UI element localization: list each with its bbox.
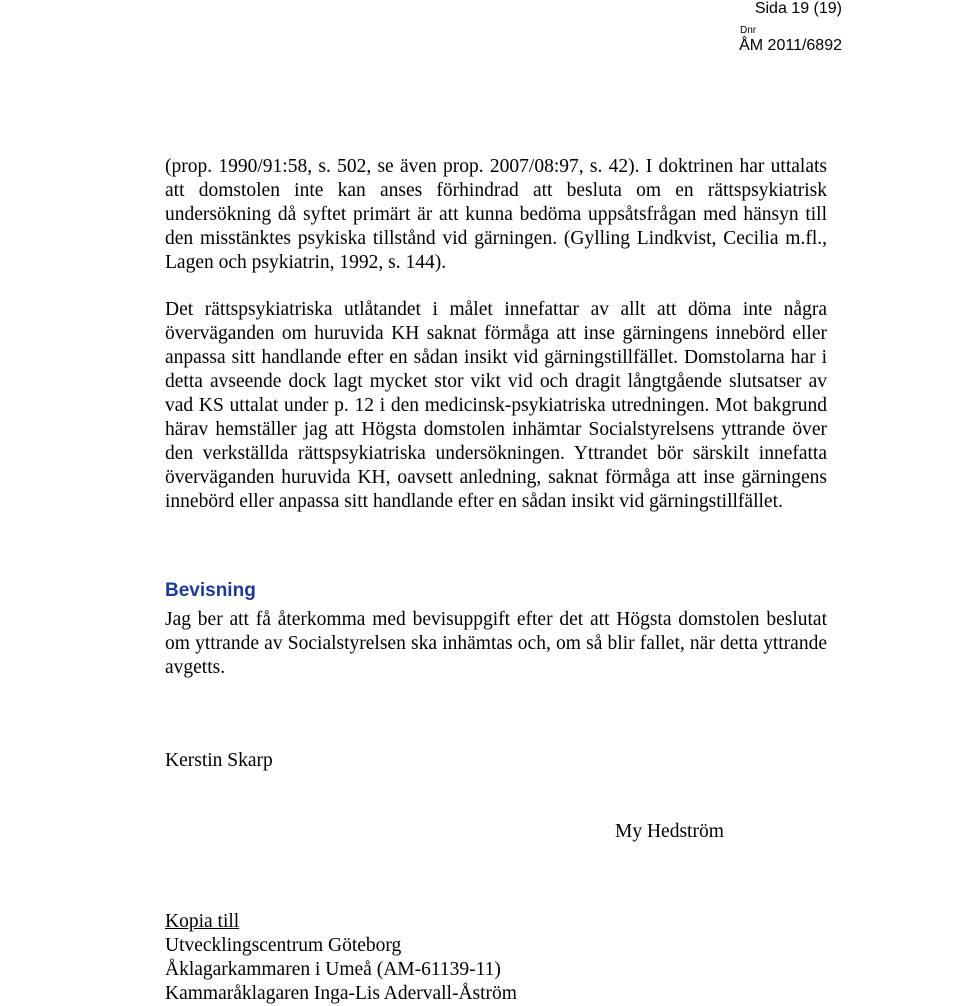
paragraph-doctrine: (prop. 1990/91:58, s. 502, se även prop. 2007/08:97, s. 42). I doktrinen har uttalats att domstolen inte kan anses förhindrad att besluta om en rättspsykiatrisk undersökning då syftet primärt är att kunna bedöma uppsåtsfrågan med hänsyn till den misstänktes psykiska tillstånd vid gärningen. (Gylling Lindkvist, Cecilia m.fl., Lagen och psykiatrin, 1992, s. 144). bbox=[165, 156, 827, 273]
signature-primary: Kerstin Skarp bbox=[165, 750, 273, 771]
copy-recipient: Utvecklingscentrum Göteborg bbox=[165, 935, 402, 956]
copy-recipient: Kammaråklagaren Inga-Lis Adervall-Åström bbox=[165, 983, 517, 1004]
paragraph-bevisning: Jag ber att få återkomma med bevisuppgift efter det att Högsta domstolen beslutat om yttrande av Socialstyrelsen ska inhämtas och, om så blir fallet, när detta yttrande avgetts. bbox=[165, 609, 827, 678]
section-heading-bevisning: Bevisning bbox=[165, 580, 256, 601]
signature-secondary: My Hedström bbox=[615, 821, 724, 842]
copy-list-title: Kopia till bbox=[165, 911, 240, 932]
case-number: ÅM 2011/6892 bbox=[739, 37, 842, 54]
copy-list bbox=[165, 910, 517, 1006]
page-number: Sida 19 (19) bbox=[754, 0, 842, 17]
copy-recipient: Åklagarkammaren i Umeå (AM-61139-11) bbox=[165, 959, 501, 980]
paragraph-assessment: Det rättspsykiatriska utlåtandet i målet innefattar av allt att döma inte några överväganden om huruvida KH saknat förmåga att inse gärningens innebörd eller anpassa sitt handlande efter en sådan insikt vid gärningstillfället. Domstolarna har i detta avseende dock lagt mycket stor vikt vid och dragit långtgående slutsatser av vad KS uttalat under p. 12 i den medicinsk-psykiatriska utredningen. Mot bakgrund härav hemställer jag att Högsta domstolen inhämtar Socialstyrelsens yttrande över den verkställda rättspsykiatriska undersökningen. Yttrandet bör särskilt innefatta överväganden huruvida KH, oavsett anledning, saknat förmåga att inse gärningens innebörd eller anpassa sitt handlande efter en sådan insikt vid gärningstillfället. bbox=[165, 299, 827, 512]
